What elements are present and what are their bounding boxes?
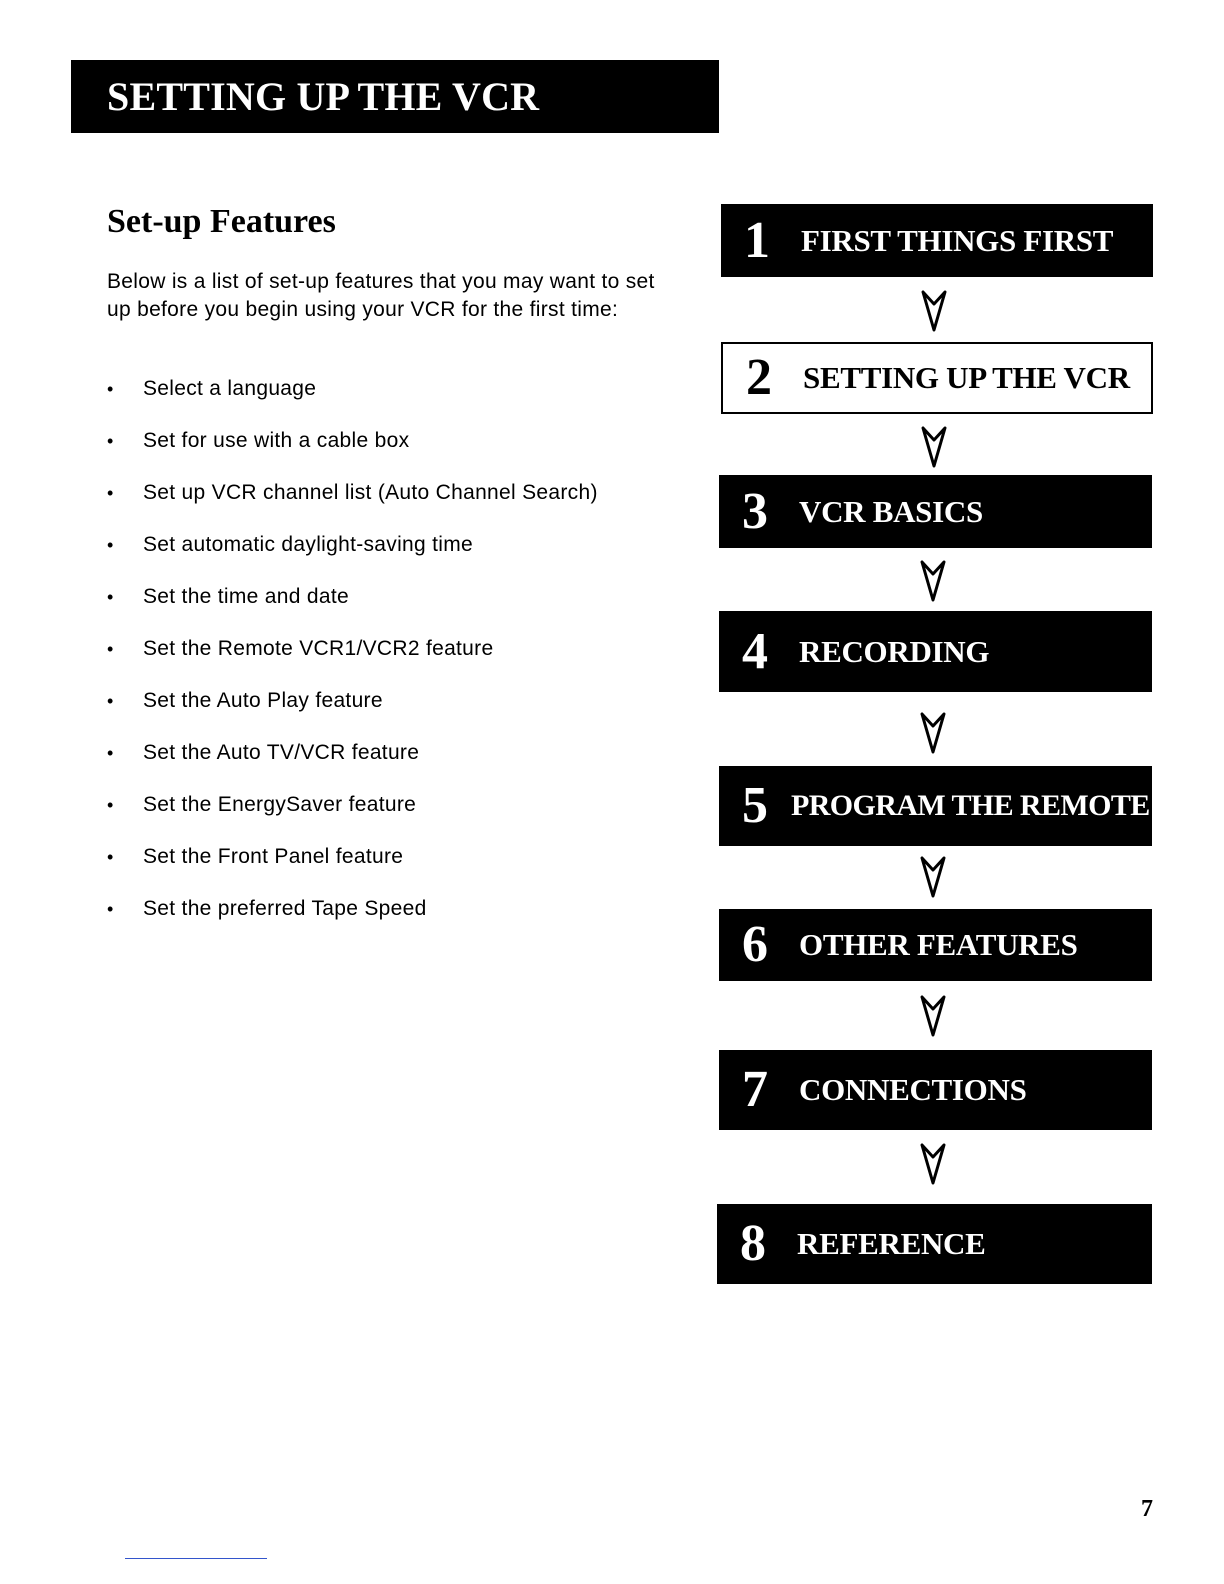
bullet-icon: • <box>107 431 114 451</box>
step-number: 4 <box>742 622 768 680</box>
bullet-icon: • <box>107 639 114 659</box>
feature-list <box>107 372 598 944</box>
step-label: REFERENCE <box>797 1226 986 1261</box>
list-item <box>107 840 598 892</box>
bullet-icon: • <box>107 379 114 399</box>
list-item <box>107 424 598 476</box>
chapter-step-setting-up-the-vcr <box>721 342 1153 414</box>
bullet-icon: • <box>107 587 114 607</box>
chapter-step-first-things-first <box>721 204 1153 277</box>
down-arrow-icon <box>920 856 946 898</box>
down-arrow-icon <box>920 712 946 754</box>
step-label: RECORDING <box>799 633 990 669</box>
bullet-icon: • <box>107 535 114 555</box>
list-item <box>107 788 598 840</box>
bullet-icon: • <box>107 899 114 919</box>
feature-text: Set the EnergySaver feature <box>143 793 417 816</box>
chapter-step-reference <box>717 1204 1152 1284</box>
footer-rule <box>125 1558 267 1559</box>
list-item <box>107 632 598 684</box>
chapter-step-vcr-basics <box>719 475 1152 548</box>
step-number: 8 <box>740 1215 766 1272</box>
feature-text: Set the Auto Play feature <box>143 689 383 712</box>
page-header-banner: SETTING UP THE VCR <box>71 60 719 133</box>
list-item <box>107 684 598 736</box>
step-label: PROGRAM THE REMOTE <box>791 789 1150 822</box>
page-number: 7 <box>1141 1496 1153 1522</box>
step-label: SETTING UP THE VCR <box>803 360 1130 395</box>
step-label: VCR BASICS <box>799 493 983 529</box>
step-number: 7 <box>742 1061 768 1118</box>
chapter-step-connections <box>719 1050 1152 1130</box>
feature-text: Set for use with a cable box <box>143 429 410 452</box>
step-label: OTHER FEATURES <box>799 927 1078 962</box>
feature-text: Set the Auto TV/VCR feature <box>143 741 420 764</box>
list-item <box>107 372 598 424</box>
bullet-icon: • <box>107 795 114 815</box>
down-arrow-icon <box>920 995 946 1037</box>
bullet-icon: • <box>107 691 114 711</box>
section-title: Set-up Features <box>107 203 336 240</box>
feature-text: Set the Front Panel feature <box>143 845 404 868</box>
feature-text: Set up VCR channel list (Auto Channel Search) <box>143 481 598 504</box>
down-arrow-icon <box>921 290 947 332</box>
feature-text: Set automatic daylight-saving time <box>143 533 474 556</box>
intro-paragraph: Below is a list of set-up features that you may want to set up before you begin using your VCR for the first time: <box>107 270 655 321</box>
bullet-icon: • <box>107 847 114 867</box>
step-number: 6 <box>742 916 768 973</box>
down-arrow-icon <box>920 1143 946 1185</box>
step-number: 1 <box>744 211 770 269</box>
down-arrow-icon <box>921 426 947 468</box>
list-item <box>107 580 598 632</box>
list-item <box>107 736 598 788</box>
step-number: 5 <box>742 777 768 834</box>
bullet-icon: • <box>107 743 114 763</box>
feature-text: Set the preferred Tape Speed <box>143 897 427 920</box>
list-item <box>107 476 598 528</box>
step-label: FIRST THINGS FIRST <box>801 222 1114 258</box>
chapter-step-program-the-remote <box>719 766 1152 846</box>
step-number: 3 <box>742 482 768 540</box>
feature-text: Select a language <box>143 377 317 400</box>
feature-text: Set the time and date <box>143 585 349 608</box>
feature-text: Set the Remote VCR1/VCR2 feature <box>143 637 494 660</box>
list-item <box>107 528 598 580</box>
step-number: 2 <box>746 349 772 406</box>
chapter-step-recording <box>719 611 1152 692</box>
bullet-icon: • <box>107 483 114 503</box>
chapter-step-other-features <box>719 909 1152 981</box>
step-label: CONNECTIONS <box>799 1072 1027 1107</box>
down-arrow-icon <box>920 560 946 602</box>
list-item <box>107 892 598 944</box>
